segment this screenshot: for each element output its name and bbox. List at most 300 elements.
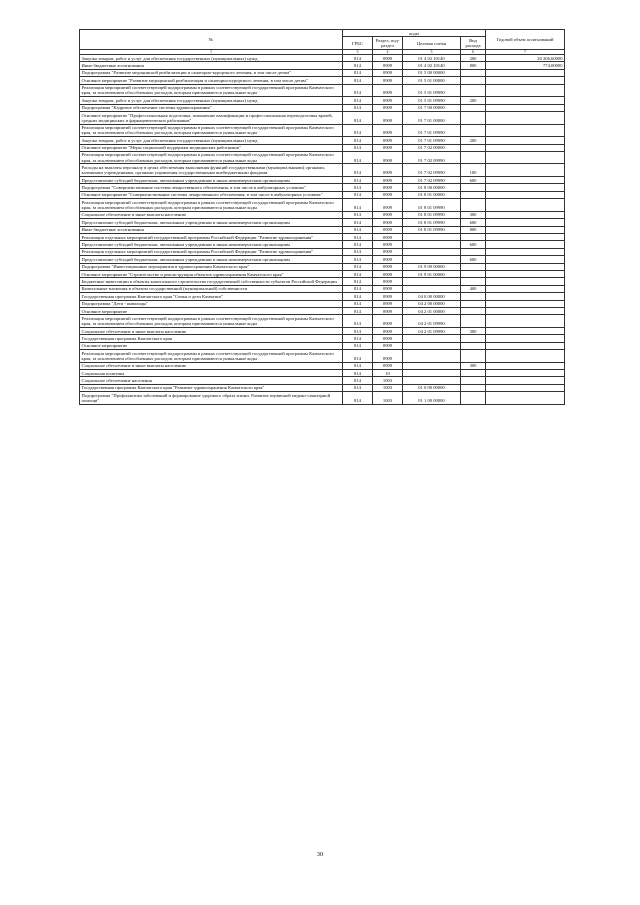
row-target-article: 01 5 01 00000 (403, 77, 461, 84)
row-section: 0909 (373, 199, 403, 212)
row-amount (486, 97, 565, 104)
row-name: Основное мероприятие (80, 307, 343, 314)
table-row (80, 84, 565, 97)
row-expense-type (461, 307, 486, 314)
row-target-article (403, 335, 461, 342)
row-expense-type (461, 248, 486, 255)
row-amount (486, 307, 565, 314)
row-grbs: 814 (343, 315, 373, 328)
row-expense-type (461, 293, 486, 300)
row-grbs: 814 (343, 248, 373, 255)
row-name: Закупка товаров, работ и услуг для обеспечения государственных (муниципальных) нужд (80, 54, 343, 61)
row-grbs: 814 (343, 164, 373, 177)
row-grbs: 814 (343, 285, 373, 292)
row-target-article: 01 8 01 00000 (403, 191, 461, 198)
row-expense-type (461, 77, 486, 84)
row-name: Государственная программа Камчатского края "Развитие здравоохранения Камчатского края" (80, 384, 343, 391)
row-grbs: 814 (343, 137, 373, 144)
row-grbs: 814 (343, 124, 373, 137)
row-name: Предоставление субсидий бюджетным, автономным учреждениям и иным некоммерческим организациям (80, 256, 343, 263)
row-amount (486, 300, 565, 307)
row-amount (486, 184, 565, 191)
row-expense-type (461, 335, 486, 342)
row-name: Подпрограмма "Развитие медицинской реабилитации и санаторно-курортного лечения, в том числе детям" (80, 69, 343, 76)
row-section: 0909 (373, 191, 403, 198)
header-target-article: Целевая статья (403, 37, 461, 50)
row-grbs: 814 (343, 370, 373, 377)
row-grbs: 814 (343, 362, 373, 369)
table-row (80, 199, 565, 212)
row-amount: 20 206,60000 (486, 54, 565, 61)
row-target-article (403, 234, 461, 241)
row-name: Основное мероприятие (80, 342, 343, 349)
row-name: Государственная программа Камчатского края (80, 335, 343, 342)
table-row (80, 256, 565, 263)
table-row (80, 370, 565, 377)
row-amount (486, 377, 565, 384)
row-expense-type (461, 199, 486, 212)
row-grbs: 814 (343, 199, 373, 212)
row-name: Реализация мероприятий соответствующей подпрограммы в рамках соответствующей государственной программы Камчатского края, за исключением обособленных расходов, которым присваиваются уникальные коды (80, 199, 343, 212)
row-grbs: 814 (343, 270, 373, 277)
row-grbs: 814 (343, 69, 373, 76)
table-row (80, 144, 565, 151)
row-section: 0909 (373, 256, 403, 263)
row-section: 0909 (373, 84, 403, 97)
row-section: 0909 (373, 342, 403, 349)
row-expense-type (461, 263, 486, 270)
row-target-article: 01 9 00 00000 (403, 263, 461, 270)
row-grbs: 814 (343, 263, 373, 270)
row-target-article (403, 278, 461, 285)
row-section: 0909 (373, 226, 403, 233)
row-expense-type (461, 350, 486, 363)
row-expense-type: 600 (461, 177, 486, 184)
row-target-article: 01 7 02 09990 (403, 164, 461, 177)
header-expense-type: Вид расхода (461, 37, 486, 50)
row-name: Бюджетные инвестиции в объекты капитального строительства государственной собственности субъектов Российской Федерации (80, 278, 343, 285)
table-row (80, 77, 565, 84)
row-amount: 774,00000 (486, 62, 565, 69)
row-grbs: 814 (343, 350, 373, 363)
page-number: 30 (316, 851, 324, 858)
row-section: 0909 (373, 77, 403, 84)
row-section: 0909 (373, 104, 403, 111)
row-grbs: 814 (343, 226, 373, 233)
row-expense-type (461, 315, 486, 328)
row-target-article: 04 2 01 09990 (403, 315, 461, 328)
row-section: 0909 (373, 211, 403, 218)
row-amount (486, 293, 565, 300)
row-grbs: 814 (343, 184, 373, 191)
row-target-article (403, 342, 461, 349)
row-expense-type (461, 384, 486, 391)
row-section: 0909 (373, 335, 403, 342)
row-section: 0909 (373, 54, 403, 61)
row-expense-type (461, 191, 486, 198)
row-expense-type (461, 104, 486, 111)
row-expense-type (461, 392, 486, 405)
table-row (80, 270, 565, 277)
column-number: 1 (80, 49, 343, 54)
row-section: 0909 (373, 137, 403, 144)
row-target-article: 01 4 02 10140 (403, 54, 461, 61)
row-expense-type: 300 (461, 362, 486, 369)
row-target-article: 01 8 01 09990 (403, 211, 461, 218)
row-target-article: 01 8 00 00000 (403, 184, 461, 191)
row-target-article: 01 7 02 09990 (403, 177, 461, 184)
row-expense-type (461, 300, 486, 307)
row-section: 0909 (373, 62, 403, 69)
table-row (80, 278, 565, 285)
row-grbs: 814 (343, 104, 373, 111)
row-section: 0909 (373, 307, 403, 314)
row-grbs: 814 (343, 144, 373, 151)
row-amount (486, 151, 565, 164)
row-name: Подпрограмма "Профилактика заболеваний и формирование здорового образа жизни. Развитие первичной медико-санитарной помощи" (80, 392, 343, 405)
row-name: Социальное обеспечение и иные выплаты населению (80, 327, 343, 334)
row-expense-type (461, 84, 486, 97)
row-target-article: 01 0 00 00000 (403, 384, 461, 391)
row-amount (486, 77, 565, 84)
table-row (80, 124, 565, 137)
row-section: 0909 (373, 285, 403, 292)
row-expense-type: 400 (461, 285, 486, 292)
row-grbs: 814 (343, 54, 373, 61)
row-name: Реализация мероприятий соответствующей подпрограммы в рамках соответствующей государственной программы Камчатского края, за исключением обособленных расходов, которым присваиваются уникальные коды (80, 151, 343, 164)
row-expense-type (461, 151, 486, 164)
row-section: 0909 (373, 300, 403, 307)
row-section: 0909 (373, 184, 403, 191)
row-section: 10 (373, 370, 403, 377)
header-number: № (80, 30, 343, 50)
header-section: Раздел, под-раздел (373, 37, 403, 50)
row-expense-type (461, 370, 486, 377)
row-target-article (403, 350, 461, 363)
row-expense-type (461, 144, 486, 151)
row-expense-type (461, 111, 486, 124)
table-row (80, 315, 565, 328)
row-amount (486, 263, 565, 270)
row-grbs: 814 (343, 62, 373, 69)
row-grbs: 814 (343, 219, 373, 226)
row-name: Предоставление субсидий бюджетным, автономным учреждениям и иным некоммерческим организациям (80, 177, 343, 184)
row-name: Основное мероприятие "Меры социальной поддержки медицинских работников" (80, 144, 343, 151)
row-grbs: 814 (343, 377, 373, 384)
budget-allocation-table (79, 29, 565, 405)
row-amount (486, 144, 565, 151)
row-target-article: 01 7 00 00000 (403, 104, 461, 111)
row-expense-type (461, 377, 486, 384)
table-row (80, 300, 565, 307)
table-row (80, 97, 565, 104)
row-amount (486, 342, 565, 349)
row-target-article: 01 9 01 00000 (403, 270, 461, 277)
table-header (80, 30, 565, 55)
row-section: 1003 (373, 392, 403, 405)
row-name: Предоставление субсидий бюджетным, автономным учреждениям и иным некоммерческим организациям (80, 219, 343, 226)
table-row (80, 62, 565, 69)
table-row (80, 362, 565, 369)
row-grbs: 814 (343, 293, 373, 300)
row-amount (486, 350, 565, 363)
row-amount (486, 199, 565, 212)
row-grbs: 814 (343, 384, 373, 391)
row-name: Основное мероприятие "Развитие медицинской реабилитации и санаторно-курортного лечения, в том числе детям" (80, 77, 343, 84)
row-amount (486, 234, 565, 241)
column-number: 3 (343, 49, 373, 54)
row-name: Расходы на выплаты персоналу в целях обеспечения выполнения функций государственными (муниципальными) органами, казенными учреждениями, органами управления государственными внебюджетными фондами (80, 164, 343, 177)
row-name: Реализация отдельных мероприятий государственной программы Российской Федерации "Развитие здравоохранения" (80, 234, 343, 241)
row-amount (486, 315, 565, 328)
row-target-article: 01 7 02 09990 (403, 151, 461, 164)
row-section: 0909 (373, 293, 403, 300)
row-name: Социальное обеспечение и иные выплаты населению (80, 362, 343, 369)
row-amount (486, 327, 565, 334)
row-target-article (403, 377, 461, 384)
row-name: Реализация мероприятий соответствующей подпрограммы в рамках соответствующей государственной программы Камчатского края, за исключением обособленных расходов, которым присваиваются уникальные коды (80, 124, 343, 137)
row-expense-type (461, 270, 486, 277)
table-row (80, 137, 565, 144)
row-expense-type (461, 124, 486, 137)
row-amount (486, 211, 565, 218)
row-grbs: 814 (343, 392, 373, 405)
table-row (80, 377, 565, 384)
header-codes: коды (343, 30, 486, 37)
row-expense-type: 100 (461, 164, 486, 177)
row-amount (486, 370, 565, 377)
row-target-article: 01 5 01 09990 (403, 97, 461, 104)
row-name: Подпрограмма "Инвестиционные мероприятия в здравоохранении Камчатского края" (80, 263, 343, 270)
row-expense-type (461, 342, 486, 349)
row-name: Социальное обеспечение населения (80, 377, 343, 384)
table-row (80, 350, 565, 363)
row-section: 0909 (373, 234, 403, 241)
row-amount (486, 226, 565, 233)
row-expense-type: 600 (461, 219, 486, 226)
column-number: 7 (486, 49, 565, 54)
table-row (80, 177, 565, 184)
row-amount (486, 278, 565, 285)
row-target-article: 04 0 00 00000 (403, 293, 461, 300)
row-amount (486, 84, 565, 97)
table-row (80, 293, 565, 300)
table-row (80, 327, 565, 334)
row-grbs: 814 (343, 300, 373, 307)
table-row (80, 164, 565, 177)
table-row (80, 241, 565, 248)
table-row (80, 342, 565, 349)
row-section: 0909 (373, 248, 403, 255)
row-amount (486, 335, 565, 342)
row-grbs: 814 (343, 327, 373, 334)
row-name: Закупка товаров, работ и услуг для обеспечения государственных (муниципальных) нужд (80, 137, 343, 144)
row-target-article (403, 370, 461, 377)
row-target-article: 01 7 01 09990 (403, 124, 461, 137)
row-section: 1003 (373, 384, 403, 391)
row-grbs: 814 (343, 342, 373, 349)
row-grbs: 814 (343, 97, 373, 104)
row-name: Основное мероприятие "Профессиональная подготовка, повышение квалификации и профессиональная переподготовка врачей, средних медицинских и фармацевтических работников" (80, 111, 343, 124)
row-target-article: 04 2 01 09990 (403, 327, 461, 334)
table-row (80, 211, 565, 218)
row-name: Социальная политика (80, 370, 343, 377)
table-row (80, 335, 565, 342)
row-section: 0909 (373, 327, 403, 334)
row-target-article (403, 248, 461, 255)
row-target-article: 01 5 01 09990 (403, 84, 461, 97)
row-expense-type (461, 234, 486, 241)
row-name: Капитальные вложения в объекты государственной (муниципальной) собственности (80, 285, 343, 292)
row-name: Закупка товаров, работ и услуг для обеспечения государственных (муниципальных) нужд (80, 97, 343, 104)
row-name: Реализация мероприятий соответствующей подпрограммы в рамках соответствующей государственной программы Камчатского края, за исключением обособленных расходов, которым присваиваются уникальные коды (80, 84, 343, 97)
row-name: Государственная программа Камчатского края "Семья и дети Камчатки" (80, 293, 343, 300)
row-amount (486, 124, 565, 137)
table-row (80, 69, 565, 76)
header-grbs: ГРБС (343, 37, 373, 50)
row-name: Иные бюджетные ассигнования (80, 226, 343, 233)
table-row (80, 184, 565, 191)
row-section: 0909 (373, 263, 403, 270)
row-expense-type: 800 (461, 226, 486, 233)
row-section: 0909 (373, 350, 403, 363)
row-section: 0909 (373, 97, 403, 104)
row-section: 1003 (373, 377, 403, 384)
table-row (80, 392, 565, 405)
row-section: 0909 (373, 144, 403, 151)
row-amount (486, 392, 565, 405)
row-section: 0909 (373, 362, 403, 369)
row-section: 0909 (373, 315, 403, 328)
row-grbs: 814 (343, 211, 373, 218)
row-name: Социальное обеспечение и иные выплаты населению (80, 211, 343, 218)
row-target-article: 01 1 00 00000 (403, 392, 461, 405)
row-expense-type: 800 (461, 62, 486, 69)
row-section: 0909 (373, 270, 403, 277)
row-grbs: 814 (343, 77, 373, 84)
row-target-article: 04 2 00 00000 (403, 300, 461, 307)
row-grbs: 814 (343, 256, 373, 263)
row-grbs: 814 (343, 151, 373, 164)
row-section: 0909 (373, 164, 403, 177)
table-row (80, 384, 565, 391)
row-name: Иные бюджетные ассигнования (80, 62, 343, 69)
row-section: 0909 (373, 151, 403, 164)
row-grbs: 814 (343, 307, 373, 314)
row-name: Подпрограмма "Кадровое обеспечение системы здравоохранения" (80, 104, 343, 111)
table-row (80, 307, 565, 314)
table-body (80, 54, 565, 404)
table-row (80, 219, 565, 226)
row-section: 0909 (373, 69, 403, 76)
row-name: Подпрограмма "Дети - инвалиды" (80, 300, 343, 307)
row-amount (486, 256, 565, 263)
row-section: 0909 (373, 177, 403, 184)
row-target-article: 01 7 01 00000 (403, 111, 461, 124)
row-amount (486, 270, 565, 277)
table-row (80, 263, 565, 270)
row-amount (486, 384, 565, 391)
row-name: Реализация мероприятий соответствующей подпрограммы в рамках соответствующей государственной программы Камчатского края, за исключением обособленных расходов, которым присваиваются уникальные коды (80, 350, 343, 363)
row-amount (486, 137, 565, 144)
column-number: 4 (373, 49, 403, 54)
row-expense-type: 200 (461, 54, 486, 61)
row-target-article (403, 241, 461, 248)
row-target-article: 01 8 01 09990 (403, 199, 461, 212)
row-section: 0909 (373, 111, 403, 124)
row-name: Основное мероприятие "Строительство и реконструкция объектов здравоохранения Камчатского края" (80, 270, 343, 277)
row-expense-type: 200 (461, 137, 486, 144)
column-number: 5 (403, 49, 461, 54)
row-expense-type: 200 (461, 97, 486, 104)
table-row (80, 285, 565, 292)
column-number: 6 (461, 49, 486, 54)
row-amount (486, 69, 565, 76)
header-annual-amount: Годовой объем ассигнований (486, 30, 565, 50)
row-grbs: 814 (343, 177, 373, 184)
row-grbs: 814 (343, 234, 373, 241)
row-amount (486, 191, 565, 198)
row-expense-type (461, 278, 486, 285)
table-row (80, 54, 565, 61)
row-target-article: 01 7 02 00000 (403, 144, 461, 151)
row-name: Предоставление субсидий бюджетным, автономным учреждениям и иным некоммерческим организациям (80, 241, 343, 248)
row-grbs: 814 (343, 335, 373, 342)
row-name: Основное мероприятие "Совершенствование системы лекарственного обеспечения, в том числе в амбулаторных условиях" (80, 191, 343, 198)
row-amount (486, 248, 565, 255)
row-section: 0909 (373, 278, 403, 285)
table-row (80, 104, 565, 111)
row-amount (486, 164, 565, 177)
row-grbs: 814 (343, 111, 373, 124)
row-expense-type (461, 184, 486, 191)
budget-table-page (79, 29, 564, 405)
row-target-article (403, 362, 461, 369)
row-target-article (403, 285, 461, 292)
row-amount (486, 104, 565, 111)
row-expense-type: 300 (461, 211, 486, 218)
row-expense-type: 600 (461, 241, 486, 248)
row-target-article: 01 4 02 10140 (403, 62, 461, 69)
table-row (80, 226, 565, 233)
row-name: Подпрограмма "Совершенствование системы лекарственного обеспечения, в том числе в амбулаторных условиях" (80, 184, 343, 191)
row-target-article: 01 8 01 09990 (403, 226, 461, 233)
row-grbs: 814 (343, 191, 373, 198)
table-row (80, 191, 565, 198)
row-expense-type: 600 (461, 256, 486, 263)
row-expense-type: 300 (461, 327, 486, 334)
table-row (80, 248, 565, 255)
row-target-article: 01 8 01 09990 (403, 219, 461, 226)
row-section: 0909 (373, 219, 403, 226)
row-grbs: 814 (343, 241, 373, 248)
row-target-article: 04 2 01 00000 (403, 307, 461, 314)
row-name: Реализация отдельных мероприятий государственной программы Российской Федерации "Развитие здравоохранения" (80, 248, 343, 255)
row-name: Реализация мероприятий соответствующей подпрограммы в рамках соответствующей государственной программы Камчатского края, за исключением обособленных расходов, которым присваиваются уникальные коды (80, 315, 343, 328)
row-target-article: 01 5 00 00000 (403, 69, 461, 76)
row-grbs: 814 (343, 278, 373, 285)
table-row (80, 151, 565, 164)
row-amount (486, 362, 565, 369)
row-target-article: 01 7 01 09990 (403, 137, 461, 144)
row-section: 0909 (373, 241, 403, 248)
row-amount (486, 177, 565, 184)
table-row (80, 234, 565, 241)
row-target-article (403, 256, 461, 263)
row-amount (486, 285, 565, 292)
row-amount (486, 219, 565, 226)
row-expense-type (461, 69, 486, 76)
